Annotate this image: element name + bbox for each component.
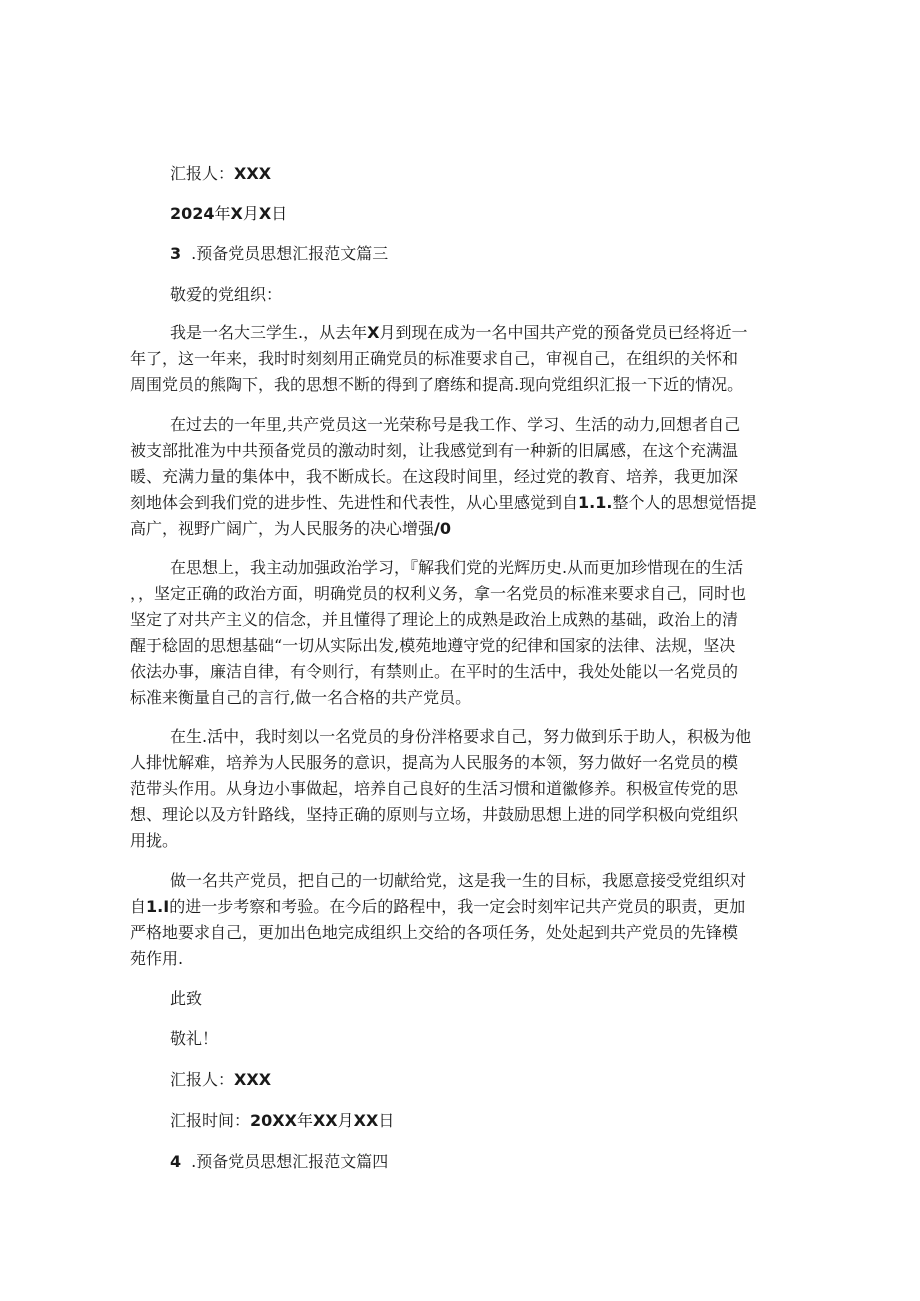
p2-line-2: 被支部批准为中共预备党员的激动时刻，让我感觉到有一种新的旧属感，在这个充满温: [130, 441, 739, 460]
p2-text-a: 刻地体会到我们党的进步性、先进性和代表性，从心里感觉到自: [130, 493, 579, 512]
closing-cizhi: 此致: [170, 989, 203, 1008]
p5-text-a: 自: [130, 897, 147, 916]
p1-line-1: [170, 322, 747, 344]
p2-line-4: [130, 492, 756, 514]
report-time-label: 汇报时间：: [170, 1111, 251, 1130]
p3-line-1: 在思想上，我主动加强政治学习，『解我们党的光辉历史.从而更加珍惜现在的生活: [170, 558, 744, 577]
report-year: 20XX: [250, 1111, 297, 1130]
reporter-name-2: XXX: [234, 1070, 272, 1089]
p1-text-c: 月到现在成为一名中国共产党的预备党员已经将近一: [379, 323, 748, 342]
p2-text-b: 1.1.: [578, 493, 613, 512]
section-title-4: .预备党员思想汇报范文篇四: [191, 1152, 389, 1171]
reporter-line-1: [170, 163, 271, 185]
date-line-1: [170, 203, 287, 225]
p3-line-5: 依法办事，廉洁自律，有令则行，有禁则止。在平时的生活中，我处处能以一名党员的: [130, 662, 739, 681]
report-month: XX: [312, 1111, 338, 1130]
p2-text-c: 整个人的思想觉悟提: [612, 493, 757, 512]
p3-line-3: 坚定了对共产主义的信念，并且懂得了理论上的成熟是政治上成熟的基础，政治上的清: [130, 610, 739, 629]
p4-line-4: 想、理论以及方针路线，坚持正确的原则与立场，井鼓励思想上进的同学积极向党组织: [130, 805, 739, 824]
date-day: X: [258, 204, 272, 223]
date-year: 2024: [170, 204, 215, 223]
report-day-unit: 日: [378, 1111, 395, 1130]
p1-text-a: 我是一名大三学生.，从去年: [170, 323, 368, 342]
p4-line-1: 在生.活中，我时刻以一名党员的身份泮格要求自己，努力做到乐于助人，积极为他: [170, 727, 752, 746]
date-day-unit: 日: [271, 204, 288, 223]
report-month-unit: 月: [337, 1111, 354, 1130]
reporter-label-2: 汇报人：: [170, 1070, 235, 1089]
p4-line-5: 用拢。: [130, 831, 179, 850]
reporter-label: 汇报人：: [170, 164, 235, 183]
closing-jingli: 敬礼！: [170, 1029, 219, 1048]
p5-line-2: [130, 896, 745, 918]
p2-text-e: /0: [434, 519, 451, 538]
p4-line-3: 范带头作用。从身边小事做起，培养自己良好的生活习惯和道徽修养。积极宣传党的思: [130, 779, 739, 798]
p1-line-2: 年了，这一年来，我时时刻刻用正确党员的标准要求自己，审视自己，在组织的关怀和: [130, 349, 739, 368]
reporter-name: XXX: [234, 164, 272, 183]
p3-line-6: 标准来衡量自己的言行,做一名合格的共产党员。: [130, 688, 472, 707]
p4-line-2: 人排忧解难，培养为人民服务的意识，提高为人民服务的本领，努力做好一名党员的模: [130, 753, 739, 772]
p5-line-3: 严格地要求自己，更加出色地完成组织上交给的各项任务，处处起到共产党员的先锋模: [130, 923, 739, 942]
report-time-line: [170, 1110, 394, 1132]
section-number: 3: [170, 244, 182, 263]
p1-text-b: X: [367, 323, 380, 342]
salutation: 敬爱的党组织：: [170, 285, 283, 304]
section-number-4: 4: [170, 1152, 182, 1171]
report-day: XX: [353, 1111, 379, 1130]
section-heading-4: [170, 1151, 388, 1173]
section-title: .预备党员思想汇报范文篇三: [191, 244, 389, 263]
date-month: X: [230, 204, 243, 223]
p3-line-4: 醒于稔固的思想基础“一切从实际出发,模苑地遵守党的纪律和国家的法律、法规，坚决: [130, 636, 736, 655]
p5-line-1: 做一名共产党员，把自己的一切献给党，这是我一生的目标，我愿意接受党组织对: [170, 871, 747, 890]
date-month-unit: 月: [242, 204, 259, 223]
report-year-unit: 年: [296, 1111, 313, 1130]
date-year-unit: 年: [214, 204, 231, 223]
p2-line-3: 暖、充满力量的集体中，我不断成长。在这段时间里，经过党的教育、培养，我更加深: [130, 467, 739, 486]
reporter-line-2: [170, 1069, 271, 1091]
p5-text-c: 的进一步考察和考验。在今后的路程中，我一定会时刻牢记共产党员的职责，更加: [169, 897, 746, 916]
p5-text-b: 1.I: [146, 897, 170, 916]
p2-line-5: [130, 518, 451, 540]
p3-line-2: ，，坚定正确的政治方面，明确党员的权利义务，拿一名党员的标准来要求自己，同时也: [130, 584, 747, 603]
section-heading-3: [170, 243, 388, 265]
p2-text-d: 高广，视野广阔广，为人民服务的决心增强: [130, 519, 435, 538]
p5-line-4: 苑作用.: [130, 949, 184, 968]
p1-line-3: 周围党员的熊陶下，我的思想不断的得到了磨练和提高.现向党组织汇报一下近的情况。: [130, 375, 744, 394]
p2-line-1: 在过去的一年里,共产党员这一光荣称号是我工作、学习、生活的动力,回想者自己: [170, 415, 741, 434]
